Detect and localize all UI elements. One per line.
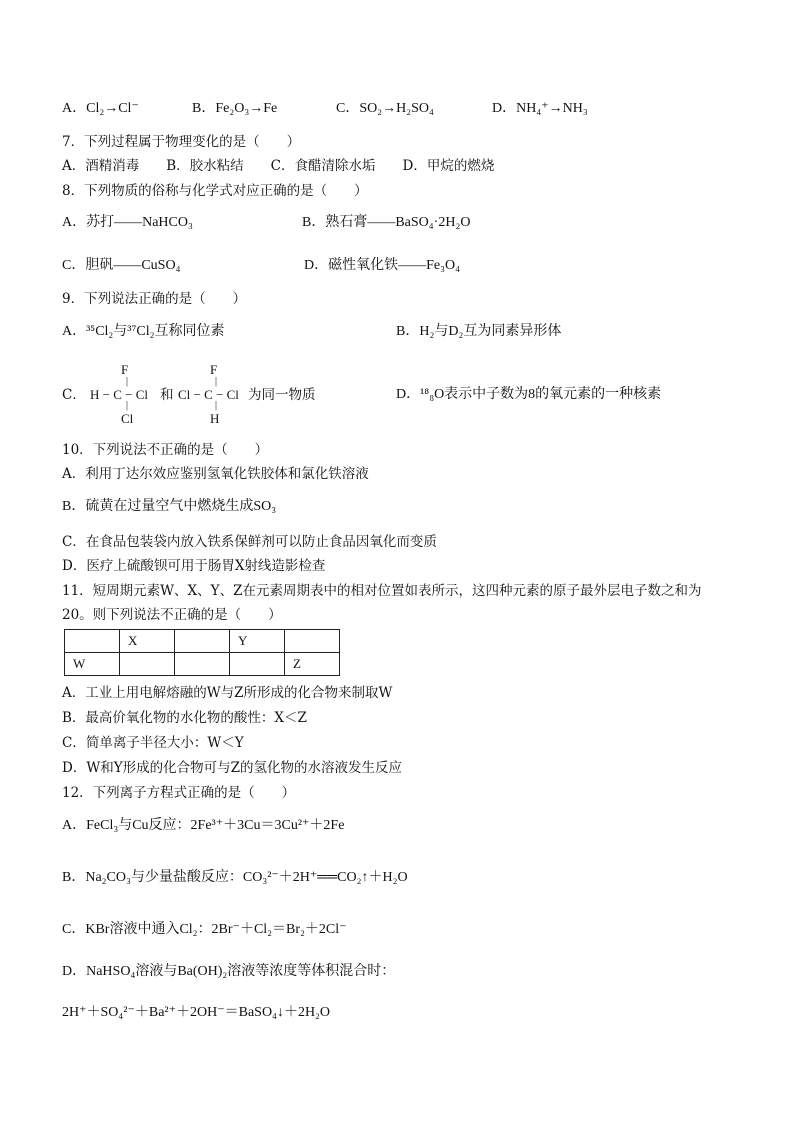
- struct1-top: F: [121, 362, 129, 377]
- table-cell: [175, 630, 230, 653]
- q9-stem: 9．下列说法正确的是（ ）: [62, 291, 247, 307]
- q11-option-d: D．W和Y形成的化合物可与Z的氢化物的水溶液发生反应: [62, 760, 402, 776]
- table-cell: [230, 653, 285, 676]
- table-row: [65, 653, 340, 676]
- table-cell: [65, 630, 120, 653]
- q9-option-c-label: C．: [62, 387, 86, 403]
- struct1-bottom: Cl: [121, 411, 134, 426]
- q11-option-b: B．最高价氧化物的水化物的酸性：X＜Z: [62, 710, 307, 726]
- struct2-bottom: H: [210, 411, 220, 426]
- q12-option-d: D．NaHSO₄溶液与Ba(OH)₂溶液等浓度等体积混合时：: [62, 964, 396, 979]
- table-cell: W: [65, 653, 120, 676]
- q7-stem: 7．下列过程属于物理变化的是（ ）: [62, 134, 301, 150]
- q6-option-a: A．Cl₂→Cl⁻: [62, 101, 139, 116]
- q10-option-b: B．硫黄在过量空气中燃烧生成SO₃: [62, 499, 277, 514]
- q8-option-d: D．磁性氧化铁——Fe₃O₄: [304, 258, 460, 273]
- q11-option-a: A．工业上用电解熔融的W与Z所形成的化合物来制取W: [62, 685, 393, 701]
- struct2-top: F: [210, 362, 218, 377]
- q12-option-d-equation: 2H⁺＋SO₄²⁻＋Ba²⁺＋2OH⁻＝BaSO₄↓＋2H₂O: [62, 1005, 331, 1020]
- struct2-row: Cl − C − Cl: [178, 387, 239, 402]
- table-row: [65, 630, 340, 653]
- table-cell: [175, 653, 230, 676]
- q6-option-c: C．SO₂→H₂SO₄: [336, 101, 434, 116]
- q8-option-b: B．熟石膏——BaSO₄·2H₂O: [302, 215, 471, 230]
- q12-stem: 12．下列离子方程式正确的是（ ）: [62, 785, 296, 801]
- q8-option-c: C．胆矾——CuSO₄: [62, 258, 181, 273]
- q12-option-b: B．Na₂CO₃与少量盐酸反应：CO₃²⁻＋2H⁺══CO₂↑＋H₂O: [62, 870, 408, 885]
- struct1-row: H − C − Cl: [90, 387, 149, 402]
- q9-option-c-mid: 和: [160, 387, 174, 403]
- q11-option-c: C．简单离子半径大小：W＜Y: [62, 735, 244, 751]
- table-cell: X: [120, 630, 175, 653]
- table-cell: Z: [285, 653, 340, 676]
- q7-options: A．酒精消毒 B．胶水粘结 C．食醋清除水垢 D．甲烷的燃烧: [62, 158, 495, 174]
- q6-option-b: B．Fe₂O₃→Fe: [192, 101, 278, 116]
- q10-option-a: A．利用丁达尔效应鉴别氢氧化铁胶体和氯化铁溶液: [62, 466, 369, 482]
- q10-option-c: C．在食品包装袋内放入铁系保鲜剂可以防止食品因氧化而变质: [62, 534, 437, 550]
- q8-option-a: A．苏打——NaHCO₃: [62, 215, 193, 230]
- periodic-table-fragment: [64, 629, 340, 676]
- table-cell: [120, 653, 175, 676]
- table-cell: [285, 630, 340, 653]
- q8-stem: 8．下列物质的俗称与化学式对应正确的是（ ）: [62, 183, 368, 199]
- q9-option-a: A．³⁵Cl₂与³⁷Cl₂互称同位素: [62, 324, 225, 339]
- q6-option-d: D．NH₄⁺→NH₃: [492, 101, 588, 116]
- q9-option-b: B．H₂与D₂互为同素异形体: [396, 324, 562, 339]
- q9-option-d: D．¹⁸₈O表示中子数为8的氧元素的一种核素: [396, 387, 662, 402]
- q11-stem-line2: 20。则下列说法不正确的是（ ）: [62, 607, 282, 623]
- q12-option-c: C．KBr溶液中通入Cl₂：2Br⁻＋Cl₂＝Br₂＋2Cl⁻: [62, 922, 347, 937]
- q10-option-d: D．医疗上硫酸钡可用于肠胃X射线造影检查: [62, 558, 326, 574]
- q12-option-a: A．FeCl₃与Cu反应：2Fe³⁺＋3Cu＝3Cu²⁺＋2Fe: [62, 818, 345, 833]
- table-cell: Y: [230, 630, 285, 653]
- q9-option-c-suffix: 为同一物质: [248, 387, 316, 403]
- q11-stem-line1: 11．短周期元素W、X、Y、Z在元素周期表中的相对位置如表所示，这四种元素的原子最外层电子数之和为: [62, 583, 702, 599]
- q10-stem: 10．下列说法不正确的是（ ）: [62, 442, 269, 458]
